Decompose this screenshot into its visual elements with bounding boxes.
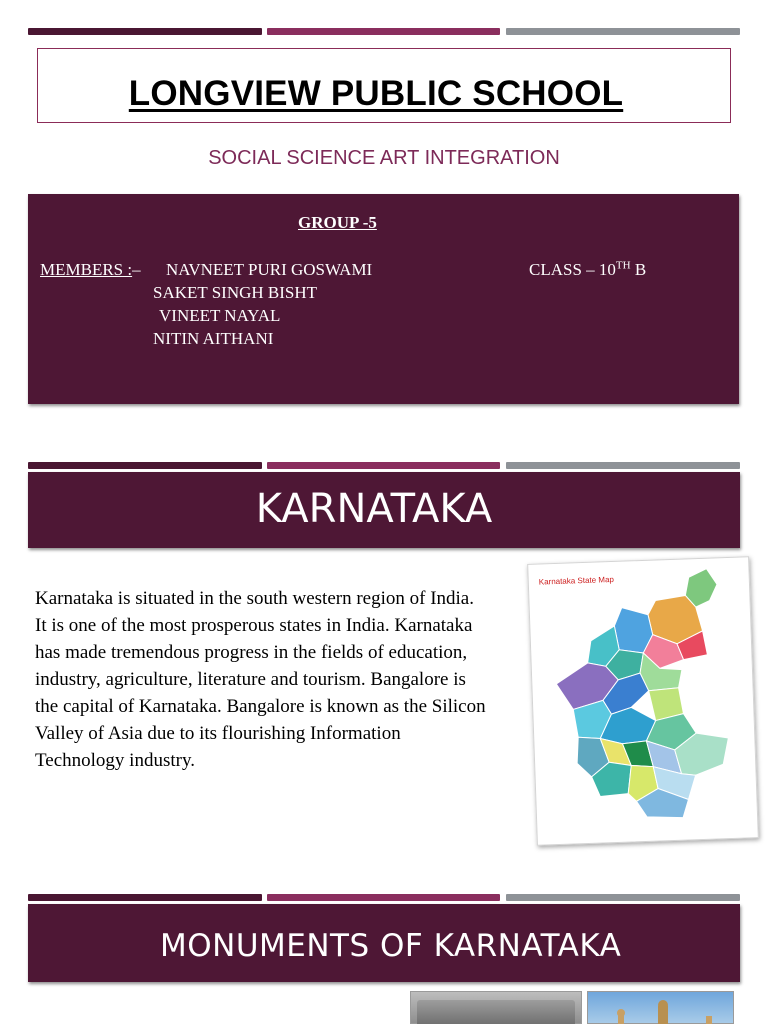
class-info [529, 260, 646, 280]
members-label: MEMBERS :– [40, 260, 141, 279]
stripe-gray [506, 894, 740, 901]
school-title: LONGVIEW PUBLIC SCHOOL [128, 74, 624, 113]
karnataka-map-drawing [528, 557, 759, 846]
monument-photo [410, 991, 582, 1024]
monuments-banner [28, 904, 740, 982]
class-suffix: B [630, 260, 647, 279]
class-prefix: CLASS – 10 [529, 260, 616, 279]
member-name: NITIN AITHANI [153, 329, 274, 348]
member-name: VINEET NAYAL [159, 306, 281, 325]
subtitle: SOCIAL SCIENCE ART INTEGRATION [208, 147, 560, 169]
stripe-gray [506, 462, 740, 469]
mid-stripe-divider [28, 462, 740, 470]
member-name: SAKET SINGH BISHT [153, 283, 318, 302]
stripe-dark [28, 462, 262, 469]
monument-photo-inner [417, 1000, 575, 1024]
karnataka-description: Karnataka is situated in the south western region of India. It is one of the most prosperous states in India. Karnataka has made tremendous progress in the fields of education, industry, agriculture, literature and tourism. Bangalore is the capital of Karnataka. Bangalore is known as the Silicon Valley of Asia due to its flourishing Information Technology industry. [35, 588, 486, 771]
karnataka-banner [28, 472, 740, 548]
map-caption: Karnataka State Map [538, 574, 615, 587]
stripe-dark [28, 894, 262, 901]
karnataka-map-image [527, 556, 759, 846]
stripe-magenta [267, 28, 500, 35]
group-title: GROUP -5 [298, 213, 377, 232]
top-stripe-divider [28, 28, 740, 36]
stripe-gray [506, 28, 740, 35]
karnataka-heading: KARNATAKA [255, 486, 493, 532]
group-panel [28, 194, 739, 404]
stripe-dark [28, 28, 262, 35]
monuments-heading: MONUMENTS OF KARNATAKA [160, 928, 622, 964]
bottom-stripe-divider [28, 894, 740, 902]
stripe-magenta [267, 894, 500, 901]
members-label-text: MEMBERS : [40, 260, 133, 279]
palace-silhouette [588, 992, 735, 1024]
stripe-magenta [267, 462, 500, 469]
palace-photo [587, 991, 734, 1024]
member-name: NAVNEET PURI GOSWAMI [166, 260, 373, 279]
class-sup: TH [615, 259, 631, 272]
